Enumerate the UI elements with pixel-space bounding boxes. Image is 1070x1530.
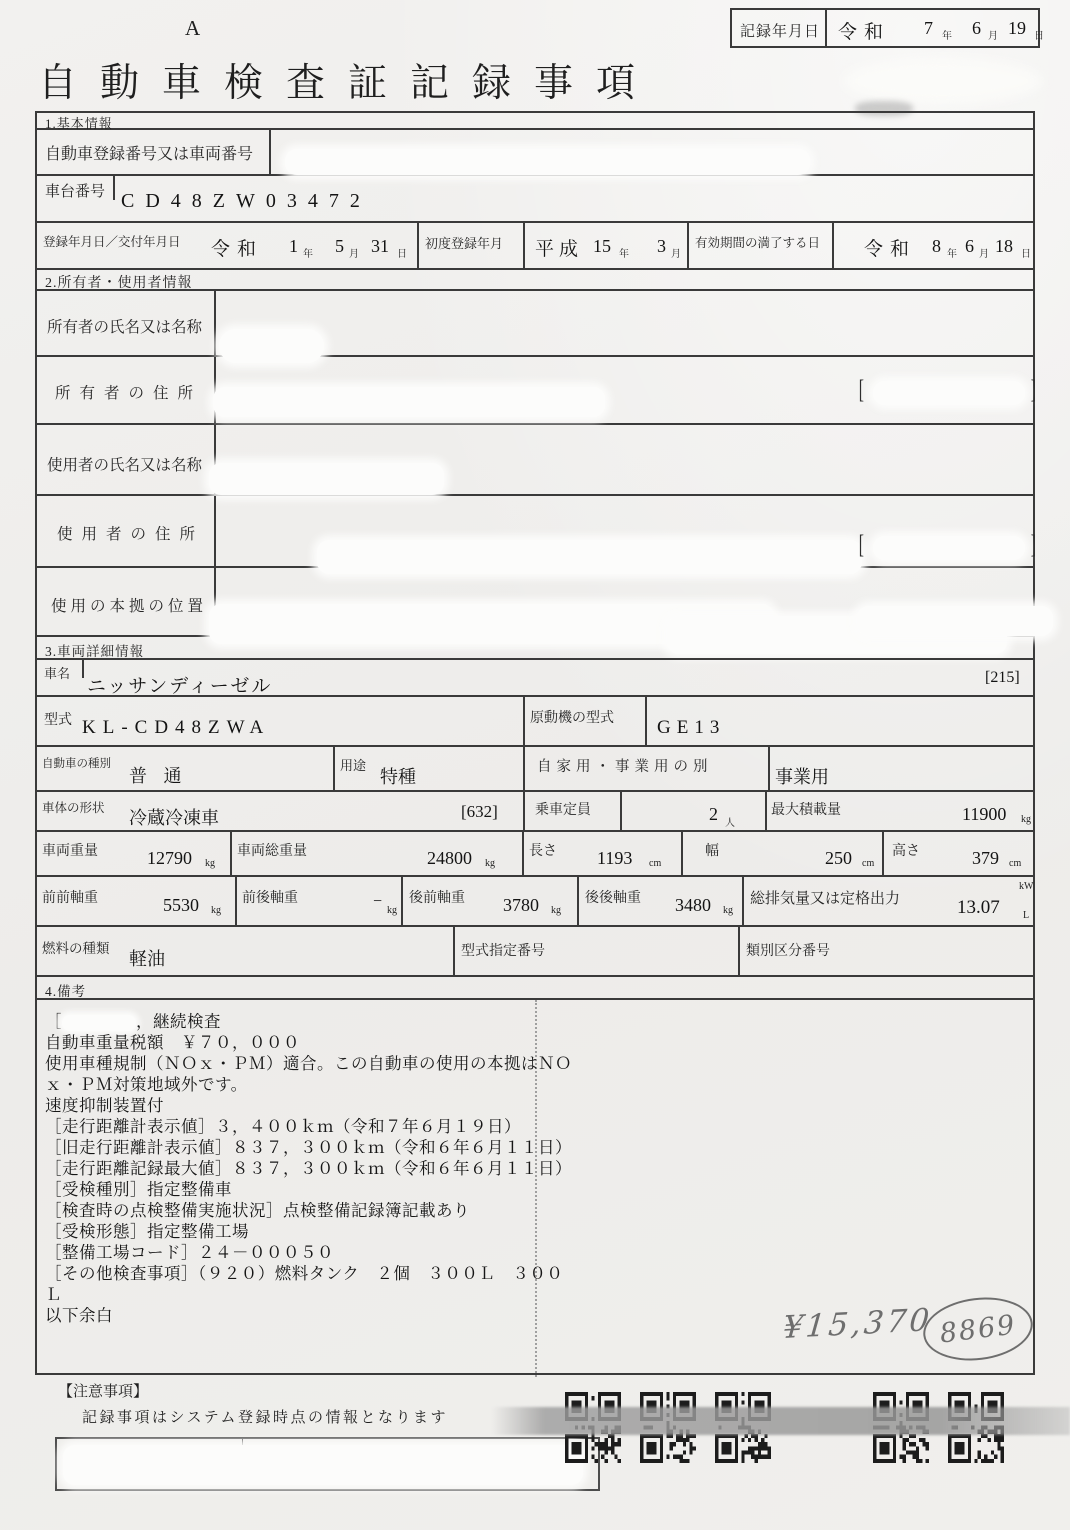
user-name-row (37, 425, 1033, 496)
vehicle-weight-value: 12790 (147, 848, 192, 868)
notice-heading: 【注意事項】 (58, 1384, 149, 1400)
section2-heading-bar (37, 270, 1033, 291)
car-name-row (37, 660, 1033, 697)
cm-unit: cm (1009, 858, 1022, 869)
redaction (873, 381, 1025, 405)
remark-line: 使用車種規制（ＮＯｘ・ＰＭ）適合。この自動車の使用の本拠はＮＯ (45, 1054, 572, 1073)
redaction (63, 1445, 583, 1485)
category-row (37, 747, 1033, 792)
remark-line: ［その他検査事項］（９２０）燃料タンク ２個 ３００Ｌ ３００ (45, 1264, 564, 1283)
registration-date-label: 登録年月日／交付年月日 (43, 235, 181, 249)
bracket-close: ] (1030, 530, 1036, 559)
fuel-value: 軽油 (129, 949, 165, 969)
year-unit: 年 (942, 31, 952, 42)
car-name-label: 車名 (44, 666, 71, 681)
scan-smudge (843, 58, 1043, 104)
business-value: 事業用 (775, 767, 829, 787)
axle-front-rear-label: 前後軸重 (242, 891, 298, 906)
month-unit: 月 (671, 249, 681, 260)
registration-number-row (37, 130, 1033, 176)
remark-line: 速度抑制装置付 (45, 1096, 164, 1115)
redaction-band (492, 1407, 1070, 1435)
kg-unit: kg (387, 905, 397, 916)
engine-model-value: GE13 (657, 717, 726, 738)
page-title: 自動車検査証記録事項 (38, 62, 659, 105)
model-value: KL-CD48ZWA (82, 717, 271, 738)
liter-unit: L (1023, 910, 1030, 921)
first-registration-label: 初度登録年月 (425, 236, 504, 251)
base-location-label: 使用の本拠の位置 (51, 598, 208, 615)
axle-rear-front-value: 3780 (503, 895, 539, 915)
section1-heading-bar (37, 113, 1033, 130)
axle-weights-row (37, 877, 1033, 927)
section3-heading-bar (37, 637, 1033, 660)
displacement-value: 13.07 (957, 897, 1000, 918)
capacity-value: 2 (709, 804, 718, 824)
section1-heading: 1.基本情報 (45, 116, 113, 131)
registration-date-month: 5 (335, 236, 344, 256)
remark-line: 自動車重量税額 ￥７０，０００ (45, 1033, 300, 1052)
bracket-open: [ (858, 375, 864, 404)
record-date-label: 記録年月日 (740, 24, 821, 40)
model-row (37, 697, 1033, 747)
registration-date-era: 令和 (211, 239, 264, 260)
expiry-label: 有効期間の満了する日 (695, 236, 821, 250)
width-label: 幅 (705, 844, 719, 859)
section4-heading-bar (37, 977, 1033, 1000)
year-unit: 年 (947, 249, 957, 260)
expiry-month: 6 (965, 236, 974, 256)
use-value: 特種 (380, 767, 416, 787)
axle-front-front-value: 5530 (163, 895, 199, 915)
handwritten-circled-number (920, 1292, 1037, 1367)
redaction (213, 387, 605, 417)
day-unit: 日 (1034, 31, 1044, 42)
bracket-open: [ (858, 530, 864, 559)
month-unit: 月 (979, 249, 989, 260)
classification-label: 類別区分番号 (746, 944, 830, 959)
section4-heading: 4.備考 (45, 984, 87, 999)
fuel-label: 燃料の種類 (42, 941, 110, 956)
redaction (873, 536, 1025, 560)
remark-line: ［旧走行距離計表示値］８３７，３００ｋｍ（令和６年６月１１日） (45, 1138, 572, 1157)
owner-address-label: 所有者の住所 (55, 385, 203, 402)
kg-unit: kg (211, 905, 221, 916)
expiry-day: 18 (995, 236, 1013, 256)
chassis-number-row (37, 176, 1033, 223)
axle-rear-front-label: 後前軸重 (409, 891, 465, 906)
first-registration-month: 3 (657, 236, 666, 256)
capacity-label: 乗車定員 (535, 803, 591, 818)
remark-line: 以下余白 (45, 1306, 113, 1325)
remark-line: ［検査時の点検整備実施状況］点検整備記録簿記載あり (45, 1201, 470, 1220)
kg-unit: kg (1021, 814, 1031, 825)
remark-line: ［受検種別］指定整備車 (45, 1180, 232, 1199)
max-load-label: 最大積載量 (771, 803, 841, 818)
record-date-year: 7 (924, 18, 933, 38)
max-load-value: 11900 (962, 804, 1007, 824)
redaction (285, 149, 810, 175)
length-value: 1193 (597, 848, 633, 868)
axle-front-front-label: 前前軸重 (42, 891, 98, 906)
vehicle-weight-label: 車両重量 (42, 844, 98, 859)
use-label: 用途 (340, 758, 367, 773)
remark-line: ［走行距離計表示値］３，４００ｋｍ（令和７年６月１９日） (45, 1117, 521, 1136)
user-name-label: 使用者の氏名又は名称 (47, 457, 203, 474)
remark-line: ［整備工場コード］２４－０００５０ (45, 1243, 334, 1262)
remark-text: ，継続検査 (136, 1012, 221, 1031)
type-designation-label: 型式指定番号 (461, 944, 545, 959)
stamp-box (55, 1437, 600, 1491)
category-value: 普 通 (129, 766, 188, 786)
car-name-value: ニッサンディーゼル (87, 676, 273, 697)
car-name-code: [215] (985, 669, 1020, 686)
owner-address-row (37, 357, 1036, 425)
height-label: 高さ (892, 844, 920, 859)
kg-unit: kg (723, 905, 733, 916)
redaction (857, 606, 1053, 636)
section3-heading: 3.車両詳細情報 (45, 644, 145, 659)
kg-unit: kg (551, 905, 561, 916)
year-unit: 年 (303, 249, 313, 260)
record-date-era: 令和 (838, 22, 891, 43)
bracket-close: ] (1030, 375, 1036, 404)
kw-unit: kW (1019, 881, 1034, 892)
cm-unit: cm (649, 858, 662, 869)
body-shape-label: 車体の形状 (42, 801, 105, 815)
main-table (35, 111, 1035, 1375)
user-address-row (37, 496, 1036, 568)
remark-bracket: ［ (45, 1012, 62, 1031)
first-registration-era: 平成 (535, 239, 584, 260)
dates-row (37, 223, 1033, 270)
owner-name-row (37, 291, 1033, 357)
cm-unit: cm (862, 858, 875, 869)
first-registration-year: 15 (593, 236, 611, 256)
chassis-number-value: CD48ZW03472 (121, 190, 371, 212)
year-unit: 年 (619, 249, 629, 260)
chassis-number-label: 車台番号 (45, 184, 106, 200)
registration-number-label: 自動車登録番号又は車両番号 (45, 146, 254, 163)
kg-unit: kg (205, 858, 215, 869)
base-location-row (37, 568, 1033, 637)
record-date-month: 6 (972, 18, 981, 38)
month-unit: 月 (988, 31, 998, 42)
registration-date-year: 1 (289, 236, 298, 256)
day-unit: 日 (1021, 249, 1031, 260)
model-label: 型式 (44, 713, 72, 728)
person-unit: 人 (725, 818, 735, 829)
height-value: 379 (972, 848, 999, 868)
engine-model-label: 原動機の型式 (530, 711, 614, 726)
section2-heading: 2.所有者・使用者情報 (45, 276, 193, 291)
corner-mark: A (185, 16, 201, 40)
expiry-era: 令和 (864, 239, 917, 260)
user-address-label: 使用者の住所 (57, 526, 205, 543)
fuel-row (37, 927, 1033, 977)
gross-weight-label: 車両総重量 (237, 844, 307, 859)
handwritten-number: 8869 (938, 1308, 1018, 1350)
displacement-label: 総排気量又は定格出力 (750, 891, 901, 907)
kg-unit: kg (485, 858, 495, 869)
category-label: 自動車の種別 (42, 758, 111, 770)
handwritten-amount: ¥15,370 (781, 1301, 934, 1347)
remark-line: ｘ・ＰＭ対策地域外です。 (45, 1075, 248, 1094)
axle-rear-rear-value: 3480 (675, 895, 711, 915)
remark-line: Ｌ (45, 1285, 62, 1304)
expiry-year: 8 (932, 236, 941, 256)
width-value: 250 (825, 848, 852, 868)
remark-line: ［受検形態］指定整備工場 (45, 1222, 249, 1241)
day-unit: 日 (397, 249, 407, 260)
record-date-box (730, 8, 1044, 48)
body-shape-row (37, 792, 1033, 832)
body-shape-value: 冷蔵冷凍車 (129, 808, 219, 828)
redaction (209, 463, 444, 495)
body-shape-code: [632] (461, 802, 498, 821)
notice-text: 記録事項はシステム登録時点の情報となります (82, 1410, 449, 1426)
record-date-day: 19 (1008, 18, 1026, 38)
registration-date-day: 31 (371, 236, 389, 256)
month-unit: 月 (349, 249, 359, 260)
owner-name-label: 所有者の氏名又は名称 (47, 319, 203, 336)
business-label: 自家用・事業用の別 (537, 759, 713, 775)
axle-front-rear-value: − (373, 893, 383, 910)
gross-weight-value: 24800 (427, 848, 472, 868)
remark-line: ［走行距離記録最大値］８３７，３００ｋｍ（令和６年６月１１日） (45, 1159, 572, 1178)
length-label: 長さ (529, 844, 557, 859)
weight-dimensions-row (37, 832, 1033, 877)
axle-rear-rear-label: 後後軸重 (585, 891, 641, 906)
remarks-area (37, 1000, 1033, 1377)
